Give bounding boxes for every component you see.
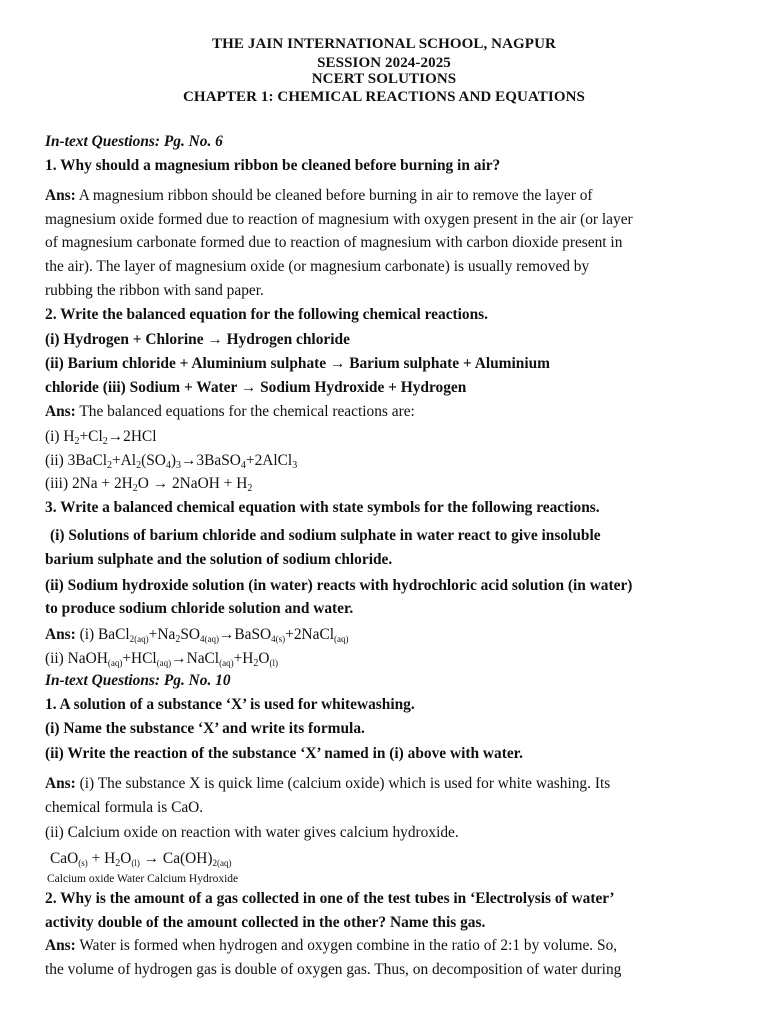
answer-text: A magnesium ribbon should be cleaned before burning in air to remove the layer of [75,187,593,204]
answer-line: magnesium oxide formed due to reaction of magnesium with oxygen present in the air (or layer [45,211,633,228]
answer-label: Ans: [45,403,76,420]
school-name: THE JAIN INTERNATIONAL SCHOOL, NAGPUR [212,36,556,52]
session-line: SESSION 2024-2025 [317,55,451,71]
answer-label: Ans: [45,626,76,643]
question-part: (i) Hydrogen + Chlorine → Hydrogen chloride [45,331,350,348]
section-heading-pg6: In-text Questions: Pg. No. 6 [45,133,223,150]
answer-label: Ans: [45,775,76,792]
answer-text: The balanced equations for the chemical reactions are: [75,403,415,420]
answer-line: (ii) Calcium oxide on reaction with water gives calcium hydroxide. [45,824,459,841]
equation-caption: Calcium oxide Water Calcium Hydroxide [47,873,239,885]
answer-line [45,186,735,206]
question-part: barium sulphate and the solution of sodium chloride. [45,551,393,568]
question-part: chloride (iii) Sodium + Water → Sodium Hydroxide + Hydrogen [45,379,467,396]
equation-1: (i) $H_2+Cl_2\to 2HCl$ [45,428,157,447]
answer-label: Ans: [45,187,76,204]
equation-state-1: Ans: (i) $BaCl_{2(aq)}+Na_2SO_{4(aq)}\to BaSO_{4(s)}+2NaCl_{(aq)}$ [45,626,349,645]
answer-line: rubbing the ribbon with sand paper. [45,282,264,299]
question-1-pg6: 1. Why should a magnesium ribbon be cleaned before burning in air? [45,157,501,174]
answer-line: the volume of hydrogen gas is double of oxygen gas. Thus, on decomposition of water during [45,961,622,978]
question-2-pg6: 2. Write the balanced equation for the following chemical reactions. [45,306,489,323]
chapter-title: CHAPTER 1: CHEMICAL REACTIONS AND EQUATIONS [183,89,585,105]
document-type: NCERT SOLUTIONS [311,71,457,87]
question-2-pg10-cont: activity double of the amount collected in the other? Name this gas. [45,914,486,931]
answer-line [45,774,735,794]
question-1-pg10: 1. A solution of a substance ‘X’ is used for whitewashing. [45,696,415,713]
answer-line [45,936,735,956]
equation-quicklime: $CaO_{(s)} + H_2O_{(l)} \to Ca(OH)_{2(aq)}$ [50,850,232,869]
equation-state-2: (ii) $NaOH_{(aq)}+HCl_{(aq)}\to NaCl_{(aq)}+H_2O_{(l)}$ [45,650,278,669]
answer-line: of magnesium carbonate formed due to reaction of magnesium with carbon dioxide present in [45,234,623,251]
question-2-pg10: 2. Why is the amount of a gas collected in one of the test tubes in ‘Electrolysis of water’ [45,890,615,907]
question-part: (i) Solutions of barium chloride and sodium sulphate in water react to give insoluble [50,527,601,544]
answer-text: Water is formed when hydrogen and oxygen combine in the ratio of 2:1 by volume. So, [75,937,618,954]
question-part: (i) Name the substance ‘X’ and write its formula. [45,720,365,737]
question-part: to produce sodium chloride solution and water. [45,600,354,617]
equation-3: (iii) $2Na + 2H_2O$ → 2NaOH + $H_2$ [45,475,253,494]
answer-text: (i) The substance X is quick lime (calcium oxide) which is used for white washing. Its [75,775,611,792]
answer-line: chemical formula is CaO. [45,799,204,816]
question-part: (ii) Write the reaction of the substance ‘X’ named in (i) above with water. [45,745,523,762]
answer-label: Ans: [45,937,76,954]
question-part: (ii) Barium chloride + Aluminium sulphate → Barium sulphate + Aluminium [45,355,550,372]
answer-line [45,402,735,422]
equation-2: (ii) $3BaCl_2+Al_2(SO_4)_3\to 3BaSO_4+2AlCl_3$ [45,452,298,471]
question-3-pg6: 3. Write a balanced chemical equation with state symbols for the following reactions. [45,499,600,516]
section-heading-pg10: In-text Questions: Pg. No. 10 [45,672,231,689]
question-part: (ii) Sodium hydroxide solution (in water) reacts with hydrochloric acid solution (in water) [45,577,633,594]
answer-line: the air). The layer of magnesium oxide (or magnesium carbonate) is usually removed by [45,258,590,275]
